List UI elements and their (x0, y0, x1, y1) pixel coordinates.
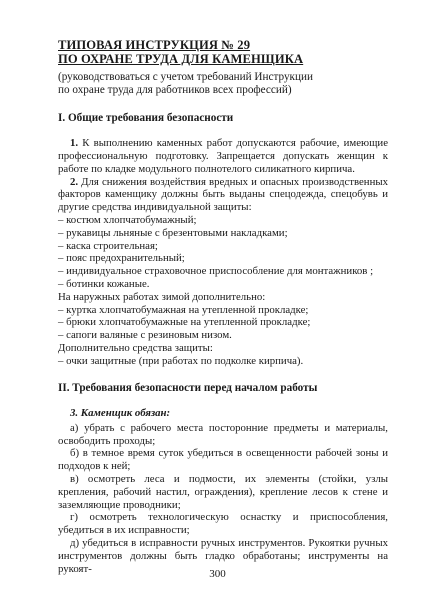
winter-list (58, 304, 388, 342)
subtitle-line-1: (руководствоваться с учетом требований Инструкции (58, 71, 313, 83)
list-item: – костюм хлопчатобумажный; (58, 214, 197, 226)
list-item: – пояс предохранительный; (58, 252, 185, 265)
extra-list (58, 355, 388, 368)
winter-intro: На наружных работах зимой дополнительно: (58, 290, 266, 303)
list-item: д) убедиться в исправности ручных инструментов. Рукоятки ручных инструментов должны быть гладко обработаны; инструменты на рукоят- (58, 536, 388, 575)
subtitle-line-2: по охране труда для работников всех профессий) (58, 84, 292, 97)
document-subtitle (58, 71, 388, 98)
paragraph-1 (58, 137, 388, 175)
list-item: – очки защитные (при работах по подколке кирпича). (58, 354, 304, 367)
list-item: а) убрать с рабочего места посторонние предметы и материалы, освободить проходы; (58, 421, 388, 447)
section-1-heading: I. Общие требования безопасности (58, 111, 234, 124)
page-content (58, 38, 388, 575)
document-title (58, 38, 388, 66)
paragraph-1-number: 1. (70, 137, 79, 150)
list-item: – индивидуальное страховочное приспособление для монтажников ; (58, 265, 374, 278)
duties-list (58, 422, 388, 576)
title-line-1: ТИПОВАЯ ИНСТРУКЦИЯ № 29 (58, 38, 251, 52)
paragraph-2-text: Для снижения воздействия вредных и опасных производственных факторов каменщику должны быть выданы спецодежда, спецобувь и другие средства индивидуальной защиты: (58, 175, 388, 214)
page-number: 300 (209, 568, 226, 580)
list-item: – брюки хлопчатобумажные на утепленной прокладке; (58, 316, 311, 329)
list-item: – сапоги валяные с резиновым низом. (58, 329, 232, 342)
paragraph-2-number: 2. (70, 175, 79, 188)
list-item: – рукавицы льняные с брезентовыми накладками; (58, 226, 288, 239)
list-item: б) в темное время суток убедиться в освещенности рабочей зоны и подходов к ней; (58, 447, 388, 473)
list-item: – куртка хлопчатобумажная на утепленной прокладке; (58, 303, 309, 316)
ppe-list (58, 214, 388, 291)
list-item: – ботинки кожаные. (58, 277, 150, 290)
title-line-2: ПО ОХРАНЕ ТРУДА ДЛЯ КАМЕНЩИКА (58, 52, 304, 66)
section-2-subheading: 3. Каменщик обязан: (70, 406, 171, 419)
paragraph-1-text: К выполнению каменных работ допускаются рабочие, имеющие профессиональную подготовку. Запрещается допускать женщин к работе по кладке модульного полнотелого силикатного кирпича. (58, 137, 388, 175)
list-item: в) осмотреть леса и подмости, их элементы (стойки, узлы крепления, рабочий настил, ограждения), крепление лесов к стене и заземляющие проводники; (58, 472, 388, 511)
paragraph-2 (58, 176, 388, 214)
section-2-heading: II. Требования безопасности перед началом работы (58, 381, 318, 394)
list-item: – каска строительная; (58, 239, 158, 252)
extra-intro: Дополнительно средства защиты: (58, 341, 213, 354)
list-item: г) осмотреть технологическую оснастку и приспособления, убедиться в их исправности; (58, 511, 388, 537)
